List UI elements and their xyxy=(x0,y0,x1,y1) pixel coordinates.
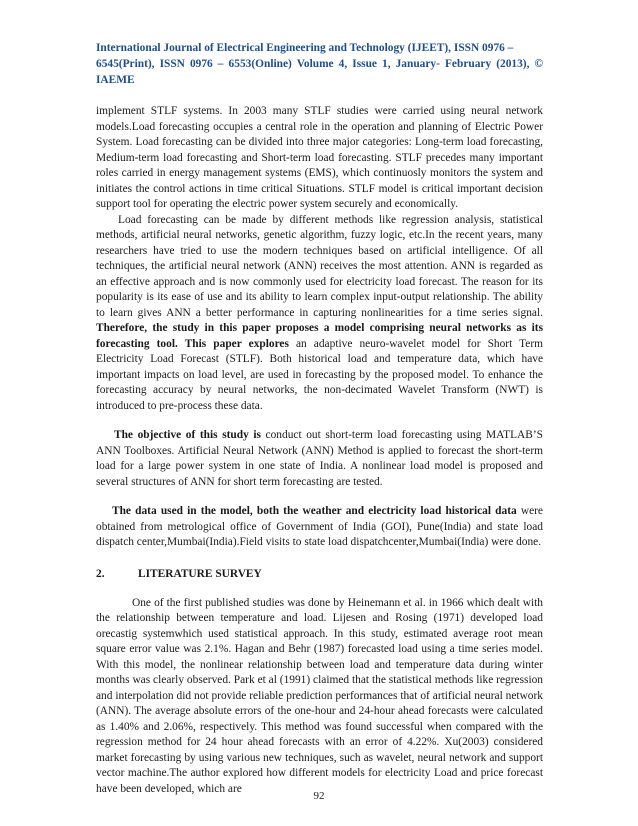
paragraph-data-text: were obtained from metrological office of Government of India (GOI), Pune(India) and state load dispatch center,Mumbai(India).Field visits to state load dispatchcenter,Mumbai(India) were done. xyxy=(96,505,543,548)
page-body xyxy=(96,104,543,797)
paragraph-data-bold: The data used in the model, both the weather and electricity load historical data xyxy=(112,505,517,517)
section-title: LITERATURE SURVEY xyxy=(138,567,262,580)
paragraph-methods xyxy=(96,213,543,415)
paragraph-methods-text-a: Load forecasting can be made by different methods like regression analysis, statistical methods, artificial neural networks, genetic algorithm, fuzzy logic, etc.In the recent years, many researchers have tried to use the modern techniques based on artificial intelligence. Of all techniques, the artificial neural network (ANN) receives the most attention. ANN is regarded as an effective approach and is now commonly used for electricity load forecast. The reason for its popularity is its ease of use and its ability to learn complex input-output relationship. The ability to learn gives ANN a better performance in capturing nonlinearities for a time series signal. xyxy=(96,213,543,319)
header-line-1: International Journal of Electrical Engineering and Technology (IJEET), ISSN 0976 – xyxy=(96,42,514,54)
section-number: 2. xyxy=(96,567,105,580)
paragraph-data xyxy=(96,504,543,551)
journal-header xyxy=(96,40,543,88)
page-number: 92 xyxy=(313,790,325,802)
paragraph-objective-text: conduct out short-term load forecasting using MATLAB’S ANN Toolboxes. Artificial Neural Network (ANN) Method is applied to forecast the short-term load for a large power system in one state of India. A nonlinear load model is proposed and several structures of ANN for short term forecasting are tested. xyxy=(96,429,543,488)
header-line-2: 6545(Print), ISSN 0976 – 6553(Online) Volume 4, Issue 1, January- February (2013), © IAEME xyxy=(96,58,543,86)
paragraph-intro: implement STLF systems. In 2003 many STLF studies were carried using neural network models.Load forecasting occupies a central role in the operation and planning of Electric Power System. Load forecasting can be divided into three major categories: Long-term load forecasting, Medium-term load forecasting and Short-term load forecasting. STLF precedes many important roles carried in energy management systems (EMS), which continuosly monitors the system and initiates the control actions in time critical Situations. STLF model is critical important decision support tool for operating the electric power system securely and economically. xyxy=(96,105,543,210)
paragraph-literature: One of the first published studies was done by Heinemann et al. in 1966 which dealt with the relationship between temperature and load. Lijesen and Rosing (1971) developed load orecastig systemwhich used statistical approach. In this study, estimated average root mean square error value was 2.1%. Hagan and Behr (1987) forecasted load using a time series model. With this model, the nonlinear relationship between load and temperature data during winter months was clearly observed. Park et al (1991) claimed that the statistical methods like regression and interpolation did not provide reliable prediction performances that of artificial neural network (ANN). The average absolute errors of the one-hour and 24-hour ahead forecasts were calculated as 1.40% and 2.06%, respectively. This method was found successful when compared with the regression method for 24 hour ahead forecasts with an error of 4.22%. Xu(2003) considered market forecasting by using various new techniques, such as wavelet, neural network and support vector machine.The author explored how different models for electricity Load and price forecast have been developed, which are xyxy=(96,596,543,795)
paragraph-objective xyxy=(96,428,543,490)
paragraph-methods-bold: Therefore, the study in this paper proposes a model comprising neural networks as its forecasting tool. This paper explores xyxy=(96,322,543,350)
paragraph-objective-bold: The objective of this study is xyxy=(114,429,261,441)
paragraph-methods-text-b: an adaptive neuro-wavelet model for Short Term Electricity Load Forecast (STLF). Both historical load and temperature data, which have important impacts on load level, are used in forecasting by the proposed model. To enhance the forecasting accuracy by neural networks, the non-decimated Wavelet Transform (NWT) is introduced to pre-process these data. xyxy=(96,337,543,412)
section-heading xyxy=(96,567,543,582)
